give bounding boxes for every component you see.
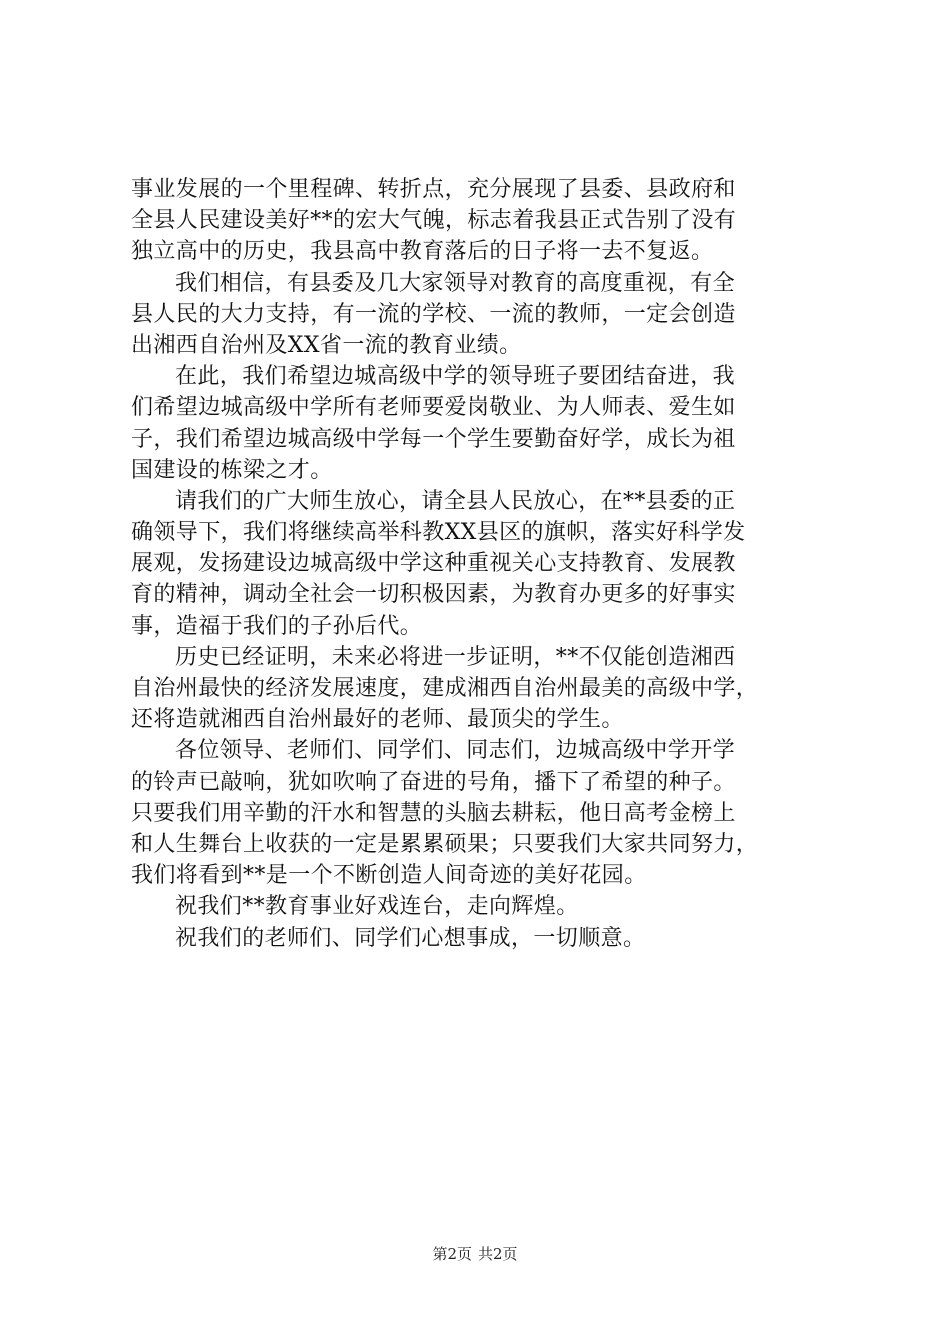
text-line: 们希望边城高级中学所有老师要爱岗敬业、为人师表、爱生如 [131, 395, 736, 421]
text-line: 事，造福于我们的子孙后代。 [131, 613, 423, 639]
text-line-paragraph-start: 在此，我们希望边城高级中学的领导班子要团结奋进，我 [175, 364, 736, 390]
text-line-paragraph-start: 祝我们**教育事业好戏连台，走向辉煌。 [175, 894, 579, 920]
text-line-paragraph-start: 我们相信，有县委及几大家领导对教育的高度重视，有全 [175, 270, 736, 296]
text-line: 确领导下，我们将继续高举科教XX县区的旗帜，落实好科学发 [131, 520, 746, 546]
text-line: 国建设的栋梁之才。 [131, 457, 333, 483]
text-line: 县人民的大力支持，有一流的学校、一流的教师，一定会创造 [131, 301, 736, 327]
text-line: 展观，发扬建设边城高级中学这种重视关心支持教育、发展教 [131, 551, 736, 577]
text-line-paragraph-start: 历史已经证明，未来必将进一步证明，**不仅能创造湘西 [175, 644, 736, 670]
text-line: 还将造就湘西自治州最好的老师、最顶尖的学生。 [131, 707, 624, 733]
text-line-paragraph-start: 请我们的广大师生放心，请全县人民放心，在**县委的正 [175, 488, 736, 514]
text-line-paragraph-start: 祝我们的老师们、同学们心想事成，一切顺意。 [175, 925, 646, 951]
text-line: 出湘西自治州及XX省一流的教育业绩。 [131, 332, 522, 358]
text-line: 只要我们用辛勤的汗水和智慧的头脑去耕耘，他日高考金榜上 [131, 800, 736, 826]
text-line: 自治州最快的经济发展速度，建成湘西自治州最美的高级中学， [131, 676, 759, 701]
page-number: 第2页 [432, 1245, 472, 1263]
text-line: 的铃声已敲响，犹如吹响了奋进的号角，播下了希望的种子。 [131, 769, 736, 795]
document-body [131, 174, 831, 954]
text-line: 独立高中的历史，我县高中教育落后的日子将一去不复返。 [131, 239, 714, 265]
text-line: 和人生舞台上收获的一定是累累硕果；只要我们大家共同努力， [131, 831, 759, 857]
text-line: 我们将看到**是一个不断创造人间奇迹的美好花园。 [131, 863, 647, 889]
text-line-paragraph-start: 各位领导、老师们、同学们、同志们，边城高级中学开学 [175, 738, 736, 764]
text-line: 子，我们希望边城高级中学每一个学生要勤奋好学，成长为祖 [131, 426, 736, 452]
text-line: 育的精神，调动全社会一切积极因素，为教育办更多的好事实 [131, 582, 736, 608]
text-line: 事业发展的一个里程碑、转折点，充分展现了县委、县政府和 [131, 177, 736, 202]
text-line: 全县人民建设美好**的宏大气魄，标志着我县正式告别了没有 [131, 208, 737, 234]
page-total: 共2页 [478, 1245, 518, 1263]
page-footer [0, 1244, 950, 1264]
